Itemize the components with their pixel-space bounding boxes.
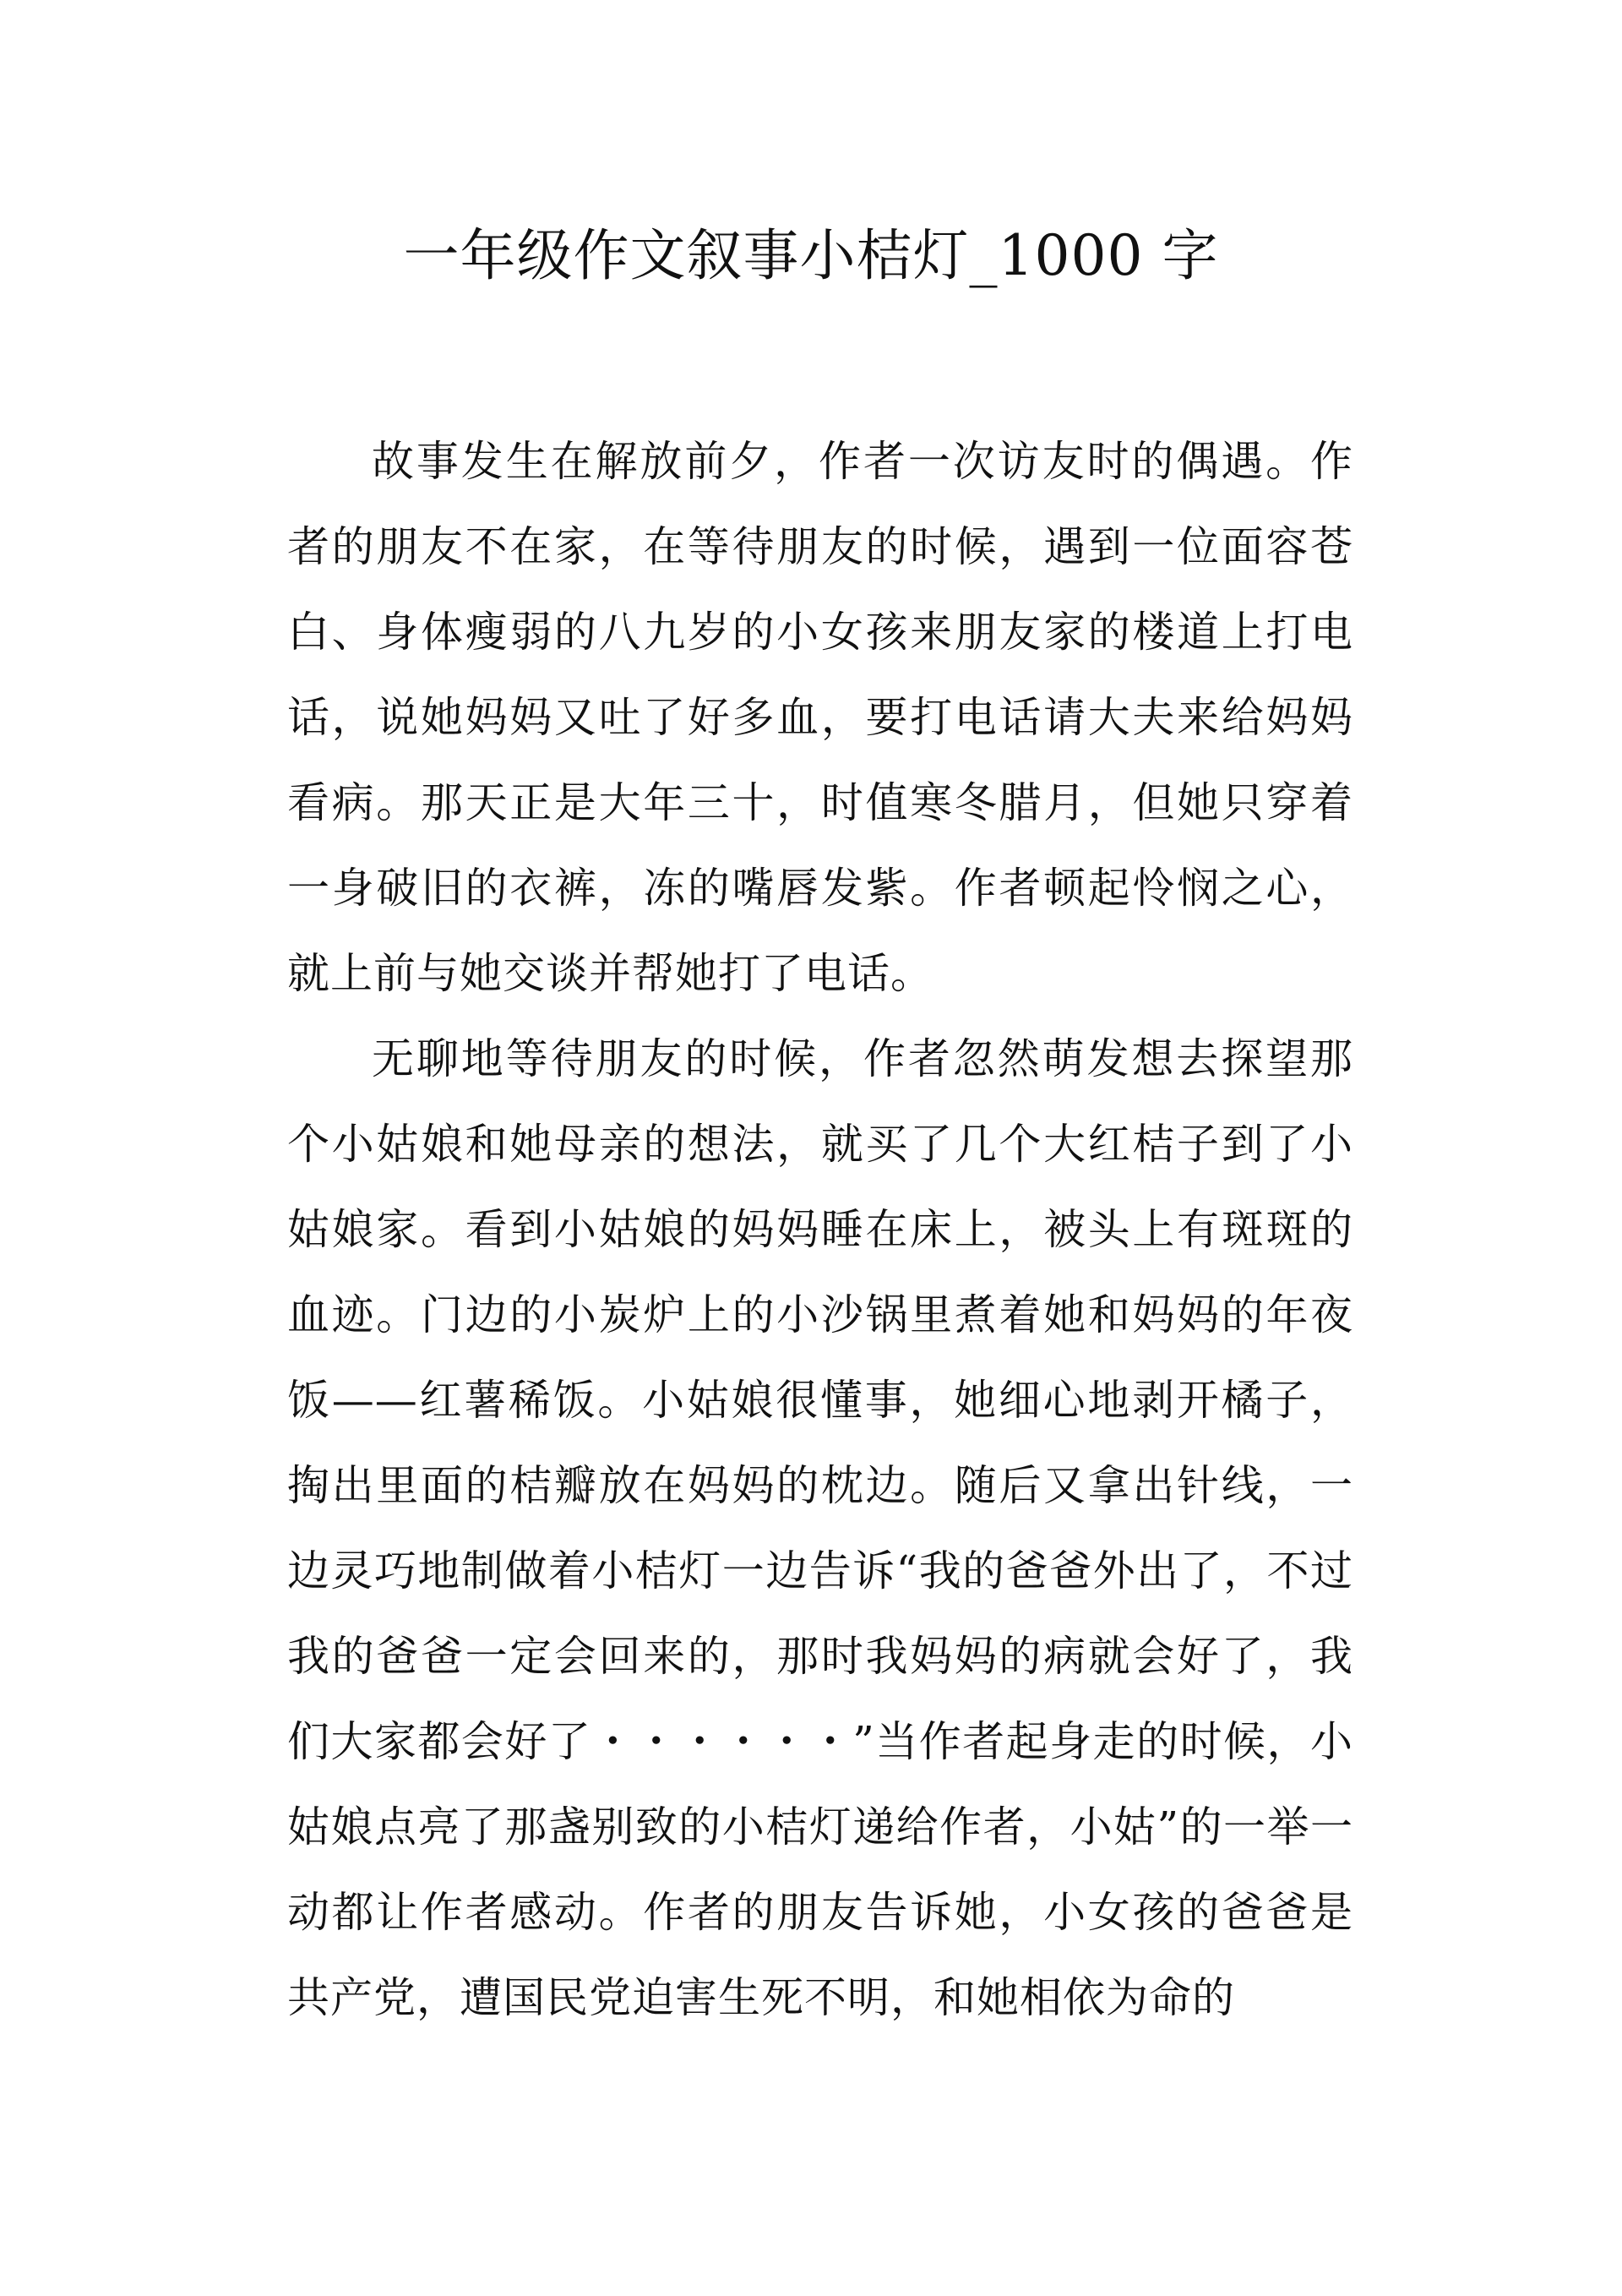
document-title: 一年级作文叙事小桔灯_1000 字 <box>403 223 1219 288</box>
document-body <box>287 419 1353 2041</box>
paragraph-2: 无聊地等待朋友的时候，作者忽然萌发想去探望那个小姑娘和她母亲的想法，就买了几个大红桔子到了小姑娘家。看到小姑娘的妈妈睡在床上，被头上有斑斑的血迹。门边的小炭炉上的小沙锅里煮着她和妈妈的年夜饭——红薯稀饭。小姑娘很懂事，她细心地剥开橘子，掏出里面的桔瓣放在妈妈的枕边。随后又拿出针线，一边灵巧地制做着小桔灯一边告诉“我的爸爸外出了，不过我的爸爸一定会回来的，那时我妈妈的病就会好了，我们大家都会好了・・・・・・”当作者起身走的时候，小姑娘点亮了那盏别致的小桔灯递给作者，小姑”的一举一动都让作者感动。作者的朋友告诉她，小女孩的爸爸是共产党，遭国民党迫害生死不明，和她相依为命的 <box>287 1034 1353 2022</box>
paragraph-1: 故事发生在解放前夕，作者一次访友时的偶遇。作者的朋友不在家，在等待朋友的时候，遇到一位面容苍白、身体瘦弱的八九岁的小女孩来朋友家的楼道上打电话，说她妈妈又吐了好多血，要打电话请大夫来给妈妈看病。那天正是大年三十，时值寒冬腊月，但她只穿着一身破旧的衣裤，冻的嘴唇发紫。作者顿起怜悯之心，就上前与她交谈并帮她打了电话。 <box>287 437 1353 998</box>
